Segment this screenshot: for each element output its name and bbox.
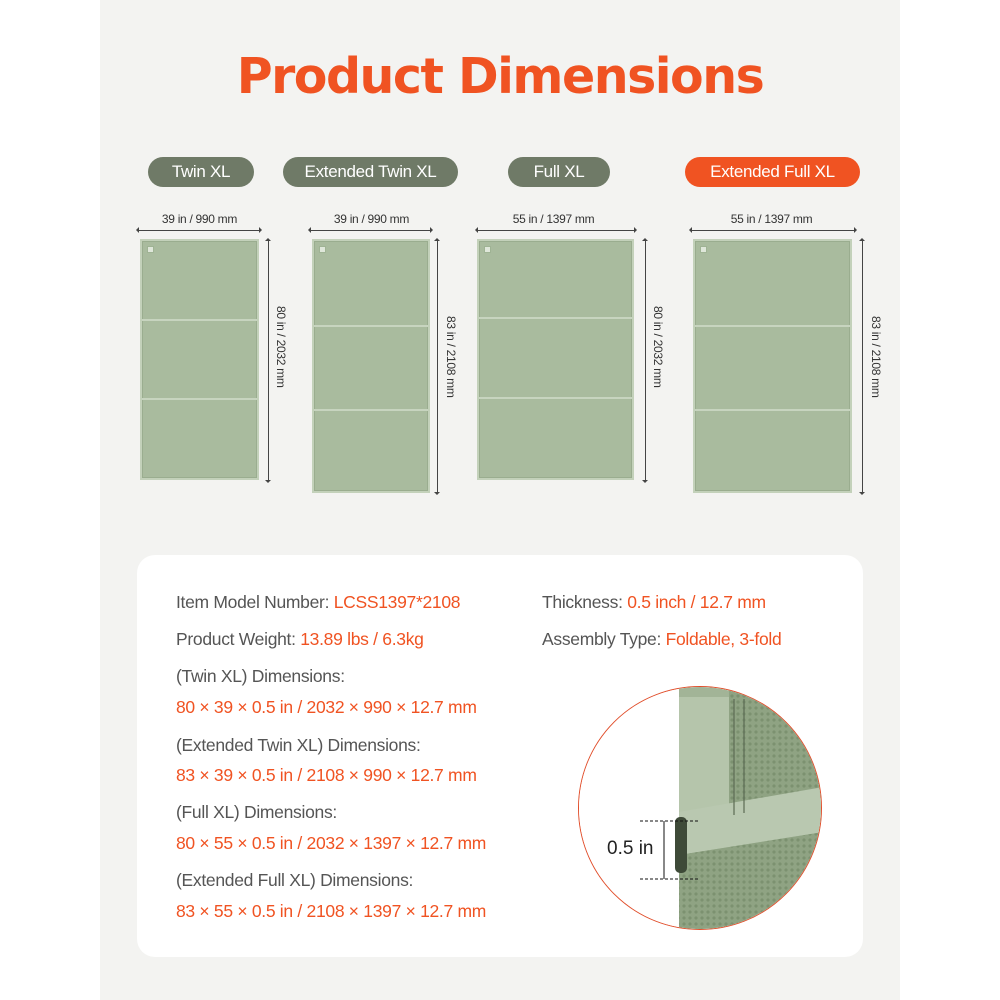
extended-full-xl-height-arrow: [862, 241, 863, 492]
mat-fold-line: [142, 319, 257, 321]
extended-twin-xl-mat: [312, 239, 430, 493]
mat-corner-tag: [700, 246, 707, 253]
size-tab-twin-xl[interactable]: Twin XL: [148, 157, 254, 187]
dimension-label-full-xl: (Full XL) Dimensions:: [176, 802, 337, 822]
dimension-value-twin-xl: 80 × 39 × 0.5 in / 2032 × 990 × 12.7 mm: [176, 697, 477, 717]
extended-full-xl-width-label: 55 in / 1397 mm: [730, 212, 813, 226]
spec-assembly-label: Assembly Type:: [542, 629, 662, 649]
dimension-label-extended-twin-xl: (Extended Twin XL) Dimensions:: [176, 735, 421, 755]
dimension-value-extended-twin-xl: 83 × 39 × 0.5 in / 2108 × 990 × 12.7 mm: [176, 765, 477, 785]
mat-fold-line: [695, 409, 850, 411]
mat-fold-line: [479, 397, 632, 399]
spec-model: [176, 592, 460, 613]
extended-full-xl-mat: [693, 239, 852, 493]
extended-twin-xl-height-arrow: [437, 241, 438, 492]
mat-fold-line: [695, 325, 850, 327]
mat-fold-line: [314, 409, 428, 411]
spec-assembly: [542, 629, 781, 650]
spec-assembly-value: Foldable, 3-fold: [665, 629, 782, 649]
dimension-label-extended-full-xl: (Extended Full XL) Dimensions:: [176, 870, 414, 890]
full-xl-mat: [477, 239, 634, 480]
twin-xl-mat: [140, 239, 259, 480]
twin-xl-width-arrow: [139, 230, 259, 231]
full-xl-width-label: 55 in / 1397 mm: [512, 212, 595, 226]
twin-xl-height-label: 80 in / 2032 mm: [274, 306, 288, 388]
mat-fold-line: [479, 317, 632, 319]
twin-xl-height-arrow: [268, 241, 269, 480]
mat-corner-tag: [484, 246, 491, 253]
spec-weight-value: 13.89 lbs / 6.3kg: [300, 629, 424, 649]
mat-corner-tag: [147, 246, 154, 253]
dimension-value-full-xl: 80 × 55 × 0.5 in / 2032 × 1397 × 12.7 mm: [176, 833, 487, 853]
mat-edge-closeup: [579, 687, 822, 930]
spec-model-label: Item Model Number:: [176, 592, 330, 612]
extended-full-xl-height-label: 83 in / 2108 mm: [869, 316, 883, 398]
thickness-callout-label: 0.5 in: [607, 838, 654, 859]
size-tab-extended-twin-xl[interactable]: Extended Twin XL: [283, 157, 458, 187]
dimension-value-extended-full-xl: 83 × 55 × 0.5 in / 2108 × 1397 × 12.7 mm: [176, 901, 487, 921]
full-xl-height-label: 80 in / 2032 mm: [651, 306, 665, 388]
full-xl-width-arrow: [478, 230, 634, 231]
thickness-zoom-detail: [578, 686, 822, 930]
extended-twin-xl-width-arrow: [311, 230, 430, 231]
mat-fold-line: [142, 398, 257, 400]
spec-weight-label: Product Weight:: [176, 629, 296, 649]
dimension-label-twin-xl: (Twin XL) Dimensions:: [176, 666, 345, 686]
spec-thickness-value: 0.5 inch / 12.7 mm: [627, 592, 766, 612]
extended-twin-xl-width-label: 39 in / 990 mm: [333, 212, 410, 226]
size-tab-extended-full-xl[interactable]: Extended Full XL: [685, 157, 860, 187]
spec-weight: [176, 629, 424, 650]
size-tab-full-xl[interactable]: Full XL: [508, 157, 610, 187]
page-title: Product Dimensions: [236, 48, 764, 105]
mat-corner-tag: [319, 246, 326, 253]
mat-fold-line: [314, 325, 428, 327]
twin-xl-width-label: 39 in / 990 mm: [161, 212, 238, 226]
extended-twin-xl-height-label: 83 in / 2108 mm: [444, 316, 458, 398]
extended-full-xl-width-arrow: [692, 230, 854, 231]
spec-thickness-label: Thickness:: [542, 592, 623, 612]
spec-model-value: LCSS1397*2108: [333, 592, 461, 612]
spec-thickness: [542, 592, 766, 613]
full-xl-height-arrow: [645, 241, 646, 480]
